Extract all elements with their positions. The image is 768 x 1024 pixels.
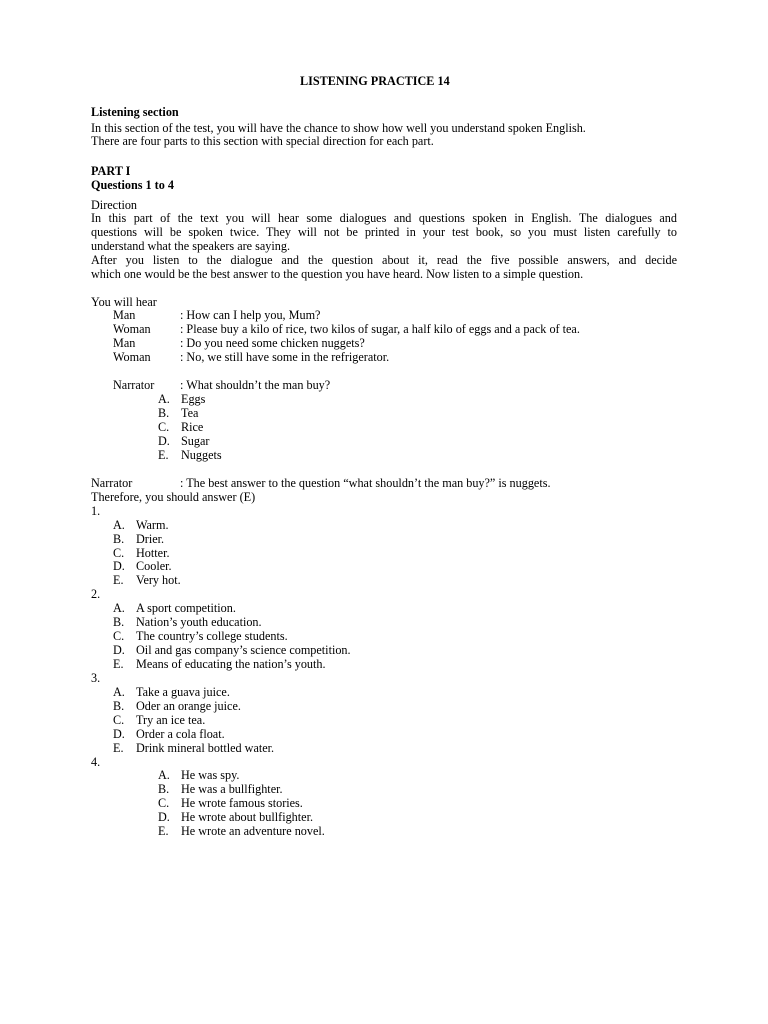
question-option-letter: A. xyxy=(113,601,125,615)
question-number: 4. xyxy=(91,755,101,769)
question-option-letter: A. xyxy=(113,685,125,699)
dialogue-speaker: Man xyxy=(113,308,136,322)
dialogue-line: : No, we still have some in the refrigerator. xyxy=(180,350,390,364)
question-option-text: He was spy. xyxy=(181,768,240,782)
question-option-letter: D. xyxy=(113,643,125,657)
question-option-letter: B. xyxy=(113,532,125,546)
section-heading: Listening section xyxy=(91,105,179,119)
question-option-letter: E. xyxy=(113,573,124,587)
question-option-text: Order a cola float. xyxy=(136,727,225,741)
page-title: LISTENING PRACTICE 14 xyxy=(300,74,450,88)
question-option-letter: A. xyxy=(113,518,125,532)
section-line: In this section of the test, you will have the chance to show how well you understand spoken English. xyxy=(91,121,586,135)
direction-label: Direction xyxy=(91,198,138,212)
question-number: 1. xyxy=(91,504,101,518)
question-option-text: Try an ice tea. xyxy=(136,713,206,727)
question-option-text: Cooler. xyxy=(136,559,172,573)
question-option-text: Warm. xyxy=(136,518,169,532)
direction-line: which one would be the best answer to the question you have heard. Now listen to a simple question. xyxy=(91,267,584,281)
direction-line: understand what the speakers are saying. xyxy=(91,239,290,253)
example-option-letter: C. xyxy=(158,420,170,434)
direction-line: In this part of the text you will hear some dialogues and questions spoken in English. The dialogues and xyxy=(91,211,677,225)
section-line: There are four parts to this section with special direction for each part. xyxy=(91,134,434,148)
dialogue-line: : Please buy a kilo of rice, two kilos of sugar, a half kilo of eggs and a pack of tea. xyxy=(180,322,580,336)
question-option-letter: B. xyxy=(113,615,125,629)
question-number: 3. xyxy=(91,671,101,685)
question-number: 2. xyxy=(91,587,101,601)
question-option-letter: E. xyxy=(113,657,124,671)
answer-text: : The best answer to the question “what shouldn’t the man buy?” is nuggets. xyxy=(180,476,551,490)
narrator-label: Narrator xyxy=(113,378,155,392)
question-option-text: He wrote an adventure novel. xyxy=(181,824,325,838)
dialogue-line: : How can I help you, Mum? xyxy=(180,308,321,322)
question-option-text: Nation’s youth education. xyxy=(136,615,262,629)
question-option-text: He wrote famous stories. xyxy=(181,796,303,810)
example-option-letter: A. xyxy=(158,392,170,406)
question-option-text: He was a bullfighter. xyxy=(181,782,283,796)
question-option-letter: B. xyxy=(158,782,170,796)
example-option-letter: E. xyxy=(158,448,169,462)
part-heading: PART I xyxy=(91,164,131,178)
question-option-text: Oil and gas company’s science competition. xyxy=(136,643,351,657)
question-option-letter: C. xyxy=(113,629,125,643)
therefore-line: Therefore, you should answer (E) xyxy=(91,490,256,504)
question-option-text: Very hot. xyxy=(136,573,181,587)
example-option-text: Rice xyxy=(181,420,204,434)
example-option-letter: D. xyxy=(158,434,170,448)
question-option-text: Means of educating the nation’s youth. xyxy=(136,657,326,671)
question-option-text: Drink mineral bottled water. xyxy=(136,741,275,755)
question-option-text: He wrote about bullfighter. xyxy=(181,810,313,824)
part-subheading: Questions 1 to 4 xyxy=(91,178,174,192)
question-option-letter: E. xyxy=(113,741,124,755)
dialogue-speaker: Woman xyxy=(113,322,151,336)
question-option-letter: C. xyxy=(113,713,125,727)
dialogue-line: : Do you need some chicken nuggets? xyxy=(180,336,365,350)
question-option-text: Hotter. xyxy=(136,546,170,560)
question-option-letter: D. xyxy=(158,810,170,824)
example-option-text: Tea xyxy=(181,406,199,420)
dialogue-speaker: Woman xyxy=(113,350,151,364)
example-intro: You will hear xyxy=(91,295,157,309)
direction-line: questions will be spoken twice. They will not be printed in your test book, so you must listen carefully to xyxy=(91,225,677,239)
example-option-text: Nuggets xyxy=(181,448,222,462)
question-option-letter: C. xyxy=(113,546,125,560)
narrator-question: : What shouldn’t the man buy? xyxy=(180,378,331,392)
question-option-letter: A. xyxy=(158,768,170,782)
answer-label: Narrator xyxy=(91,476,133,490)
dialogue-speaker: Man xyxy=(113,336,136,350)
question-option-text: Drier. xyxy=(136,532,165,546)
question-option-letter: E. xyxy=(158,824,169,838)
question-option-letter: D. xyxy=(113,559,125,573)
example-option-letter: B. xyxy=(158,406,170,420)
question-option-letter: D. xyxy=(113,727,125,741)
question-option-letter: C. xyxy=(158,796,170,810)
question-option-text: The country’s college students. xyxy=(136,629,288,643)
question-option-text: A sport competition. xyxy=(136,601,236,615)
example-option-text: Eggs xyxy=(181,392,206,406)
question-option-text: Take a guava juice. xyxy=(136,685,230,699)
question-option-text: Oder an orange juice. xyxy=(136,699,241,713)
question-option-letter: B. xyxy=(113,699,125,713)
example-option-text: Sugar xyxy=(181,434,210,448)
direction-line: After you listen to the dialogue and the question about it, read the five possible answers, and decide xyxy=(91,253,677,267)
